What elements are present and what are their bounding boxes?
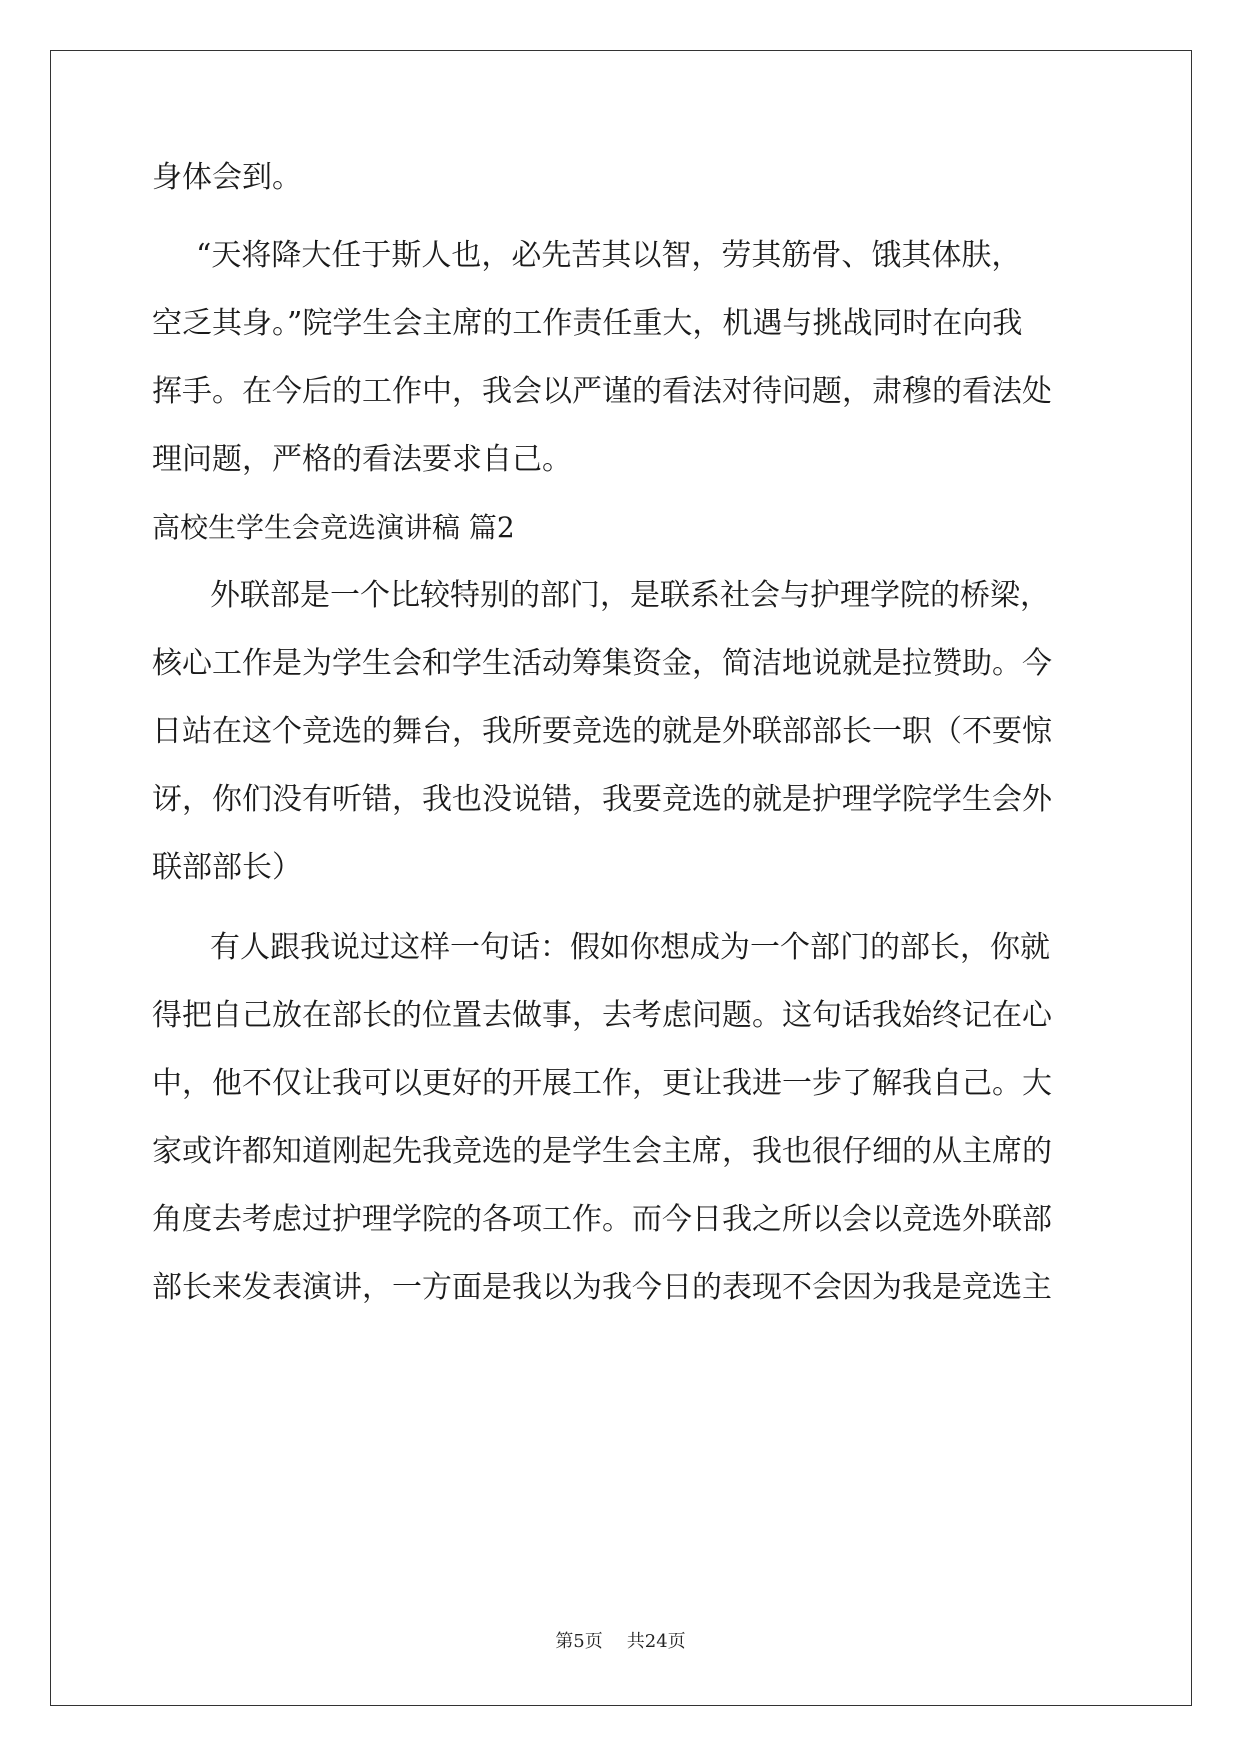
text-line: 挥手。在今后的工作中，我会以严谨的看法对待问题，肃穆的看法处 <box>152 374 1052 409</box>
text-line: 核心工作是为学生会和学生活动筹集资金，简洁地说就是拉赞助。今 <box>152 646 1052 681</box>
section-heading: 高校生学生会竞选演讲稿 篇2 <box>152 511 515 544</box>
page-number: 第5页 <box>555 1631 603 1652</box>
text-line: 角度去考虑过护理学院的各项工作。而今日我之所以会以竞选外联部 <box>152 1202 1052 1237</box>
text-line: 身体会到。 <box>152 160 302 195</box>
text-line: 讶，你们没有听错，我也没说错，我要竞选的就是护理学院学生会外 <box>152 782 1052 817</box>
text-line: 家或许都知道刚起先我竞选的是学生会主席，我也很仔细的从主席的 <box>152 1134 1052 1169</box>
text-line: 联部部长） <box>152 850 302 885</box>
text-line: 中，他不仅让我可以更好的开展工作，更让我进一步了解我自己。大 <box>152 1066 1052 1101</box>
total-pages: 共24页 <box>626 1631 686 1652</box>
paragraph-start: 外联部是一个比较特别的部门，是联系社会与护理学院的桥梁， <box>210 578 1050 613</box>
text-line: 得把自己放在部长的位置去做事，去考虑问题。这句话我始终记在心 <box>152 998 1052 1033</box>
text-line: 日站在这个竞选的舞台，我所要竞选的就是外联部部长一职（不要惊 <box>152 714 1052 749</box>
paragraph-quote: “天将降大任于斯人也，必先苦其以智，劳其筋骨、饿其体肤， <box>196 238 1022 273</box>
page-footer <box>0 1630 1241 1654</box>
text-line: 空乏其身。”院学生会主席的工作责任重大，机遇与挑战同时在向我 <box>152 306 1023 341</box>
text-line: 理问题，严格的看法要求自己。 <box>152 442 572 477</box>
text-line: 部长来发表演讲，一方面是我以为我今日的表现不会因为我是竞选主 <box>152 1270 1052 1305</box>
paragraph-start: 有人跟我说过这样一句话：假如你想成为一个部门的部长，你就 <box>210 930 1050 965</box>
